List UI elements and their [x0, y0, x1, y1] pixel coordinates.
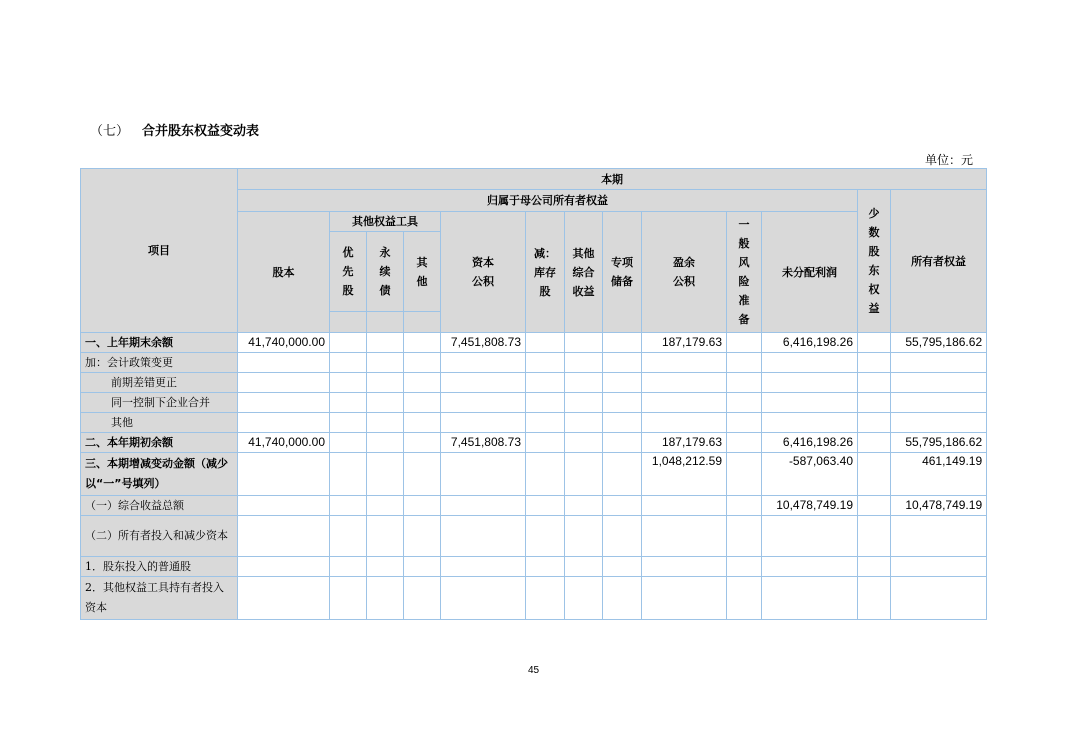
cell-capital-reserve [441, 577, 526, 620]
cell-general-risk [727, 433, 762, 453]
cell-oci [565, 373, 603, 393]
cell-total [891, 557, 987, 577]
cell-special-reserve [603, 333, 642, 353]
cell-minority [858, 413, 891, 433]
row-label: 2．其他权益工具持有者投入资本 [81, 577, 238, 620]
cell-capital-reserve [441, 353, 526, 373]
cell-retained-earnings: -587,063.40 [762, 453, 858, 496]
cell-share-capital [238, 516, 330, 557]
table-row [81, 496, 987, 516]
cell-share-capital [238, 496, 330, 516]
cell-capital-reserve [441, 373, 526, 393]
cell-perpetual [367, 453, 404, 496]
cell-retained-earnings [762, 413, 858, 433]
table-row [81, 516, 987, 557]
cell-total [891, 413, 987, 433]
header-total-equity: 所有者权益 [891, 190, 987, 333]
cell-capital-reserve: 7,451,808.73 [441, 433, 526, 453]
cell-share-capital [238, 577, 330, 620]
cell-minority [858, 577, 891, 620]
cell-treasury [526, 496, 565, 516]
cell-treasury [526, 413, 565, 433]
cell-surplus-reserve [642, 577, 727, 620]
cell-oci [565, 516, 603, 557]
row-label: 三、本期增减变动金额（减少以“一”号填列） [81, 453, 238, 496]
cell-retained-earnings [762, 557, 858, 577]
cell-special-reserve [603, 393, 642, 413]
row-label: 前期差错更正 [81, 373, 238, 393]
cell-capital-reserve [441, 557, 526, 577]
cell-total: 55,795,186.62 [891, 333, 987, 353]
table-row [81, 333, 987, 353]
header-treasury: 减：库存股 [526, 212, 565, 333]
cell-surplus-reserve [642, 557, 727, 577]
header-capital-reserve: 资本公积 [441, 212, 526, 333]
cell-surplus-reserve [642, 373, 727, 393]
header-minority: 少数股东权益 [858, 190, 891, 333]
cell-special-reserve [603, 496, 642, 516]
cell-preferred [330, 453, 367, 496]
cell-preferred [330, 413, 367, 433]
unit-label: 单位：元 [924, 153, 973, 167]
cell-retained-earnings [762, 393, 858, 413]
cell-treasury [526, 433, 565, 453]
section-heading [90, 120, 259, 139]
cell-preferred [330, 577, 367, 620]
row-label: 其他 [81, 413, 238, 433]
cell-perpetual [367, 516, 404, 557]
cell-treasury [526, 393, 565, 413]
cell-general-risk [727, 516, 762, 557]
table-row [81, 433, 987, 453]
cell-other-instr [404, 353, 441, 373]
table-row [81, 393, 987, 413]
cell-total [891, 393, 987, 413]
cell-share-capital: 41,740,000.00 [238, 433, 330, 453]
cell-other-instr [404, 373, 441, 393]
cell-retained-earnings [762, 373, 858, 393]
cell-perpetual [367, 333, 404, 353]
row-label: （二）所有者投入和减少资本 [81, 516, 238, 557]
row-label: （一）综合收益总额 [81, 496, 238, 516]
header-item: 项目 [81, 169, 238, 333]
cell-treasury [526, 557, 565, 577]
section-title: 合并股东权益变动表 [142, 124, 260, 139]
cell-perpetual [367, 353, 404, 373]
cell-surplus-reserve: 187,179.63 [642, 433, 727, 453]
cell-treasury [526, 577, 565, 620]
equity-change-table [80, 168, 987, 620]
cell-general-risk [727, 557, 762, 577]
cell-special-reserve [603, 433, 642, 453]
cell-minority [858, 453, 891, 496]
cell-perpetual [367, 413, 404, 433]
cell-other-instr [404, 516, 441, 557]
cell-capital-reserve [441, 453, 526, 496]
header-current-period: 本期 [238, 169, 987, 190]
cell-oci [565, 453, 603, 496]
cell-special-reserve [603, 353, 642, 373]
cell-minority [858, 496, 891, 516]
cell-preferred [330, 433, 367, 453]
cell-preferred [330, 557, 367, 577]
table-row [81, 373, 987, 393]
cell-oci [565, 393, 603, 413]
cell-total [891, 373, 987, 393]
cell-treasury [526, 333, 565, 353]
header-preferred: 优先股 [330, 232, 367, 312]
header-parent-equity: 归属于母公司所有者权益 [238, 190, 858, 212]
table-row [81, 453, 987, 496]
cell-oci [565, 433, 603, 453]
cell-retained-earnings [762, 577, 858, 620]
cell-other-instr [404, 496, 441, 516]
cell-total: 55,795,186.62 [891, 433, 987, 453]
cell-minority [858, 516, 891, 557]
row-label: 同一控制下企业合并 [81, 393, 238, 413]
cell-treasury [526, 453, 565, 496]
header-other-instr: 其他 [404, 232, 441, 312]
table-row [81, 577, 987, 620]
header-oci: 其他综合收益 [565, 212, 603, 333]
cell-retained-earnings [762, 353, 858, 373]
cell-special-reserve [603, 577, 642, 620]
cell-total [891, 577, 987, 620]
cell-general-risk [727, 413, 762, 433]
page-number: 45 [527, 665, 540, 676]
cell-minority [858, 353, 891, 373]
cell-treasury [526, 373, 565, 393]
cell-capital-reserve [441, 413, 526, 433]
cell-share-capital [238, 413, 330, 433]
cell-oci [565, 333, 603, 353]
cell-other-instr [404, 453, 441, 496]
cell-capital-reserve [441, 516, 526, 557]
cell-preferred [330, 333, 367, 353]
cell-perpetual [367, 433, 404, 453]
cell-surplus-reserve [642, 516, 727, 557]
cell-perpetual [367, 577, 404, 620]
header-surplus-reserve: 盈余公积 [642, 212, 727, 333]
cell-special-reserve [603, 373, 642, 393]
cell-total [891, 516, 987, 557]
cell-retained-earnings: 6,416,198.26 [762, 333, 858, 353]
cell-minority [858, 433, 891, 453]
table-row [81, 353, 987, 373]
cell-general-risk [727, 373, 762, 393]
cell-surplus-reserve: 187,179.63 [642, 333, 727, 353]
header-other-equity-instruments: 其他权益工具 [330, 212, 441, 232]
cell-surplus-reserve [642, 496, 727, 516]
cell-general-risk [727, 353, 762, 373]
cell-preferred [330, 496, 367, 516]
cell-preferred [330, 516, 367, 557]
cell-share-capital [238, 353, 330, 373]
cell-perpetual [367, 557, 404, 577]
cell-oci [565, 496, 603, 516]
cell-total: 10,478,749.19 [891, 496, 987, 516]
row-label: 加：会计政策变更 [81, 353, 238, 373]
cell-preferred [330, 373, 367, 393]
cell-general-risk [727, 577, 762, 620]
header-general-risk: 一般风险准备 [727, 212, 762, 333]
cell-share-capital [238, 557, 330, 577]
cell-perpetual [367, 496, 404, 516]
cell-other-instr [404, 557, 441, 577]
cell-general-risk [727, 453, 762, 496]
cell-surplus-reserve: 1,048,212.59 [642, 453, 727, 496]
cell-preferred [330, 393, 367, 413]
section-number: （七） [90, 124, 130, 139]
cell-other-instr [404, 433, 441, 453]
cell-oci [565, 413, 603, 433]
cell-capital-reserve [441, 496, 526, 516]
cell-general-risk [727, 393, 762, 413]
header-share-capital: 股本 [238, 212, 330, 333]
cell-capital-reserve: 7,451,808.73 [441, 333, 526, 353]
cell-surplus-reserve [642, 413, 727, 433]
cell-oci [565, 353, 603, 373]
cell-preferred [330, 353, 367, 373]
cell-retained-earnings: 6,416,198.26 [762, 433, 858, 453]
cell-minority [858, 557, 891, 577]
cell-minority [858, 393, 891, 413]
cell-oci [565, 577, 603, 620]
cell-minority [858, 333, 891, 353]
cell-minority [858, 373, 891, 393]
cell-other-instr [404, 577, 441, 620]
header-retained-earnings: 未分配利润 [762, 212, 858, 333]
cell-share-capital [238, 373, 330, 393]
cell-other-instr [404, 333, 441, 353]
cell-share-capital [238, 393, 330, 413]
header-perpetual: 永续债 [367, 232, 404, 312]
cell-total: 461,149.19 [891, 453, 987, 496]
cell-special-reserve [603, 453, 642, 496]
cell-perpetual [367, 373, 404, 393]
cell-perpetual [367, 393, 404, 413]
cell-treasury [526, 353, 565, 373]
table-row [81, 413, 987, 433]
cell-share-capital [238, 453, 330, 496]
cell-total [891, 353, 987, 373]
row-label: 一、上年期末余额 [81, 333, 238, 353]
cell-other-instr [404, 393, 441, 413]
cell-share-capital: 41,740,000.00 [238, 333, 330, 353]
cell-other-instr [404, 413, 441, 433]
cell-general-risk [727, 496, 762, 516]
row-label: 二、本年期初余额 [81, 433, 238, 453]
cell-special-reserve [603, 557, 642, 577]
header-special-reserve: 专项储备 [603, 212, 642, 333]
cell-surplus-reserve [642, 353, 727, 373]
table-row [81, 557, 987, 577]
row-label: 1．股东投入的普通股 [81, 557, 238, 577]
cell-oci [565, 557, 603, 577]
cell-capital-reserve [441, 393, 526, 413]
cell-special-reserve [603, 516, 642, 557]
cell-general-risk [727, 333, 762, 353]
cell-retained-earnings [762, 516, 858, 557]
cell-retained-earnings: 10,478,749.19 [762, 496, 858, 516]
cell-surplus-reserve [642, 393, 727, 413]
cell-special-reserve [603, 413, 642, 433]
cell-treasury [526, 516, 565, 557]
